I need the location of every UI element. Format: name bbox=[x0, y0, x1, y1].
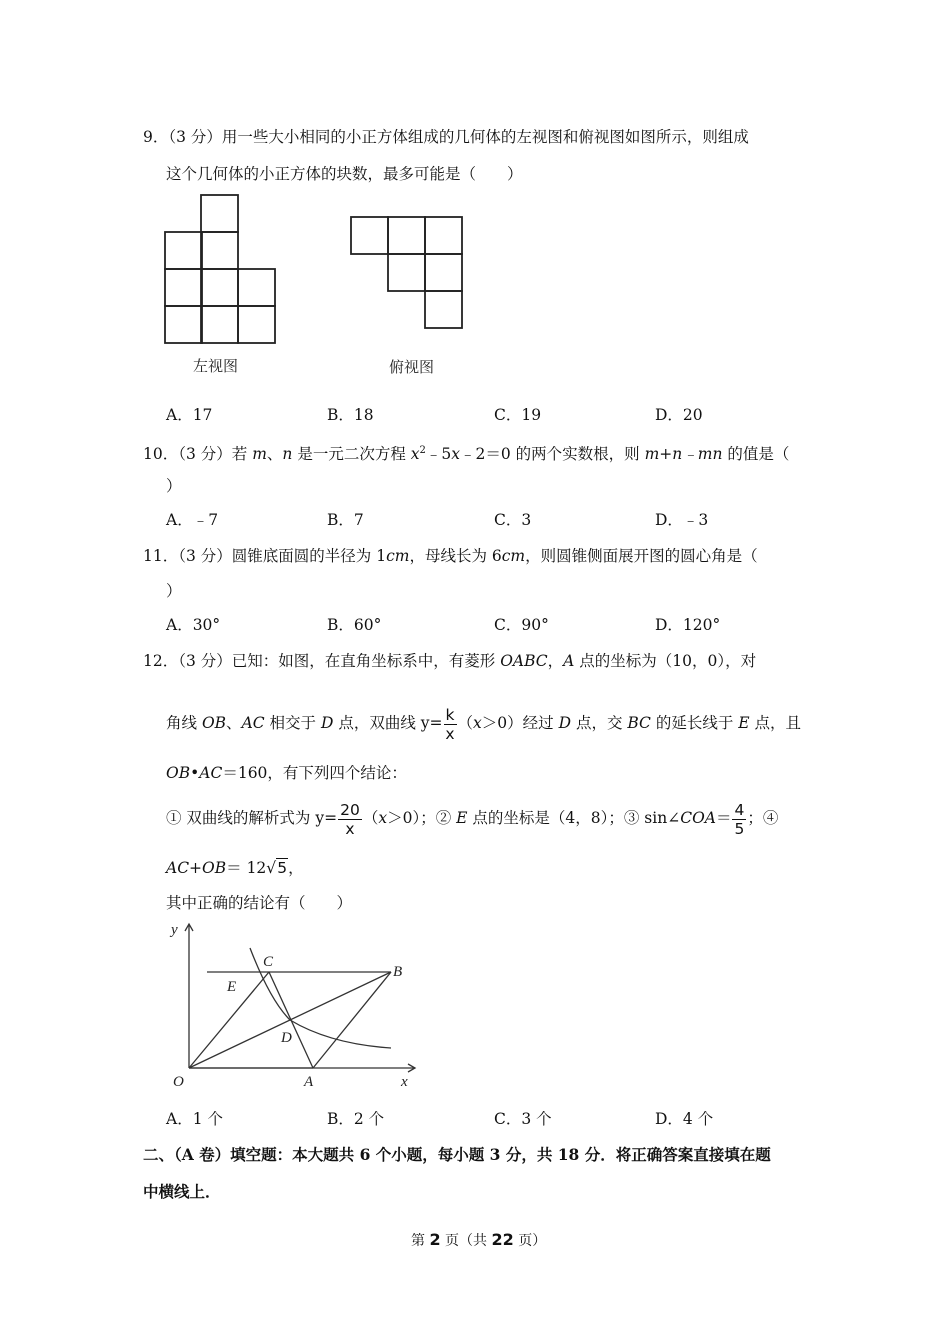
q11-stem-line2: ） bbox=[166, 582, 182, 600]
section2-heading-line2: 中横线上． bbox=[143, 1182, 221, 1201]
x-axis-label: x bbox=[401, 1074, 408, 1090]
q12-stem-line2: 角线 OB、AC 相交于 D 点，双曲线 y= $\frac{k}{x}$ （x＞0）经过 D 点，交 BC 的延长线于 E 点，且 bbox=[166, 705, 802, 743]
q12-option-b[interactable]: B．2 个 bbox=[327, 1110, 385, 1128]
fraction-20-over-x: $\frac{20}{x}$ bbox=[340, 800, 360, 838]
q9-left-view-figure bbox=[164, 194, 277, 344]
origin-label: O bbox=[173, 1074, 184, 1090]
q12-option-a[interactable]: A．1 个 bbox=[166, 1110, 223, 1128]
q12-stem-line5: AC+OB＝ 12√5， bbox=[166, 859, 304, 877]
q12-option-d[interactable]: D．4 个 bbox=[655, 1110, 714, 1128]
q12-stem-line6: 其中正确的结论有（ ） bbox=[166, 894, 353, 912]
q9-option-a[interactable]: A．17 bbox=[166, 406, 213, 424]
q11-option-c[interactable]: C．90° bbox=[494, 616, 549, 634]
q10-option-d[interactable]: D．﹣3 bbox=[655, 511, 709, 529]
q11-option-d[interactable]: D．120° bbox=[655, 616, 721, 634]
q9-stem-line2: 这个几何体的小正方体的块数，最多可能是（ ） bbox=[166, 165, 523, 183]
q12-stem-line1: 12．（3 分）已知：如图，在直角坐标系中，有菱形 OABC，A 点的坐标为（10，0），对 bbox=[143, 652, 757, 670]
q9-option-c[interactable]: C．19 bbox=[494, 406, 542, 424]
fraction-4-over-5: $\frac{4}{5}$ bbox=[734, 800, 745, 838]
q11-option-b[interactable]: B．60° bbox=[327, 616, 382, 634]
top-view-caption: 俯视图 bbox=[389, 358, 435, 376]
point-d-label: D bbox=[281, 1030, 292, 1046]
point-a-label: A bbox=[304, 1074, 314, 1090]
q9-option-d[interactable]: D．20 bbox=[655, 406, 703, 424]
q10-option-c[interactable]: C．3 bbox=[494, 511, 532, 529]
q10-stem-line2: ） bbox=[166, 477, 182, 495]
left-view-caption: 左视图 bbox=[193, 357, 239, 375]
q9-option-b[interactable]: B．18 bbox=[327, 406, 374, 424]
y-axis-label: y bbox=[171, 922, 178, 938]
q10-option-b[interactable]: B．7 bbox=[327, 511, 364, 529]
point-c-label: C bbox=[263, 954, 274, 970]
q10-option-a[interactable]: A．﹣7 bbox=[166, 511, 219, 529]
point-e-label: E bbox=[227, 979, 237, 995]
q9-top-view-figure bbox=[350, 216, 463, 329]
fraction-k-over-x: $\frac{k}{x}$ bbox=[445, 705, 455, 743]
point-b-label: B bbox=[393, 964, 403, 980]
section2-heading-line1: 二、（A 卷）填空题：本大题共 6 个小题，每小题 3 分，共 18 分．将正确答案直接填在题 bbox=[143, 1145, 771, 1164]
q11-stem-line1: 11．（3 分）圆锥底面圆的半径为 1cm，母线长为 6cm，则圆锥侧面展开图的圆心角是（ bbox=[143, 547, 758, 565]
page-footer: 第 2 页（共 22 页） bbox=[411, 1230, 547, 1249]
q10-stem-line1: 10．（3 分）若 m、n 是一元二次方程 $x^2﹣5x﹣2=0$ 的两个实数根，则 m+n﹣mn 的值是（ bbox=[143, 445, 790, 464]
q12-rhombus-graph bbox=[165, 918, 425, 1098]
q9-stem-line1: 9．（3 分）用一些大小相同的小正方体组成的几何体的左视图和俯视图如图所示，则组成 bbox=[143, 128, 749, 146]
q12-stem-line4: ① 双曲线的解析式为 y= $\frac{20}{x}$ （x＞0）；② E 点的坐标是（4，8）；③ sin∠COA＝ $\frac{4}{5}$ ；④ bbox=[166, 800, 779, 838]
q12-option-c[interactable]: C．3 个 bbox=[494, 1110, 552, 1128]
q12-stem-line3: OB•AC＝160，有下列四个结论： bbox=[166, 764, 407, 782]
q11-option-a[interactable]: A．30° bbox=[166, 616, 221, 634]
